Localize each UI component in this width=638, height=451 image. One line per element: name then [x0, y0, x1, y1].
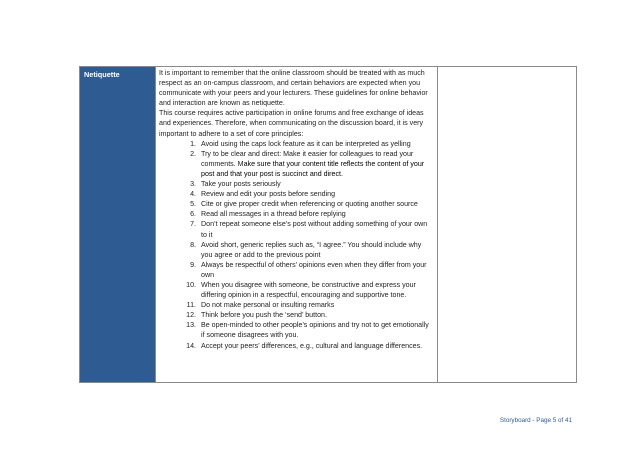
list-item [179, 149, 434, 179]
list-item [179, 179, 434, 189]
guidelines-list [159, 139, 434, 351]
list-item-text: Do not make personal or insulting remarks [201, 301, 335, 310]
list-item-text: Be open-minded to other people’s opinions and try not to get emotionally if someone disagrees with you. [201, 321, 429, 340]
list-item [179, 240, 434, 260]
list-item-emphasis: ake sure that your content title reflects the content of your post and that your post is succinct and direct. [201, 159, 425, 178]
list-item-text-wrap [201, 149, 434, 179]
table-row [80, 67, 577, 383]
list-item-text: Try to be clear and direct: Make it easier for colleagues to read your comments. M [201, 149, 414, 168]
empty-side-cell [438, 67, 577, 383]
body-paragraph: This course requires active participation in online forums and free exchange of ideas and experiences. Therefore, when communicating on the discussion board, it is very important to adhere to a set of core principles: [159, 109, 424, 138]
list-item-text: Think before you push the ‘send’ button. [201, 311, 327, 320]
list-item-text: Read all messages in a thread before replying [201, 210, 346, 219]
list-item-text: Take your posts seriously [201, 180, 281, 189]
list-item-text: When you disagree with someone, be constructive and express your differing opinion in a respectful, encouraging and supportive tone. [201, 280, 416, 300]
list-item-number: 13. [186, 321, 196, 330]
list-item-number: 7. [190, 220, 196, 229]
list-item-number: 4. [190, 190, 196, 199]
list-item-number: 3. [190, 180, 196, 189]
list-item [179, 189, 434, 199]
list-item-text: Avoid short, generic replies such as, “I agree.” You should include why you agree or add to the previous point [201, 240, 422, 259]
list-item [179, 310, 434, 320]
intro-paragraph: It is important to remember that the online classroom should be treated with as much respect as an on-campus classroom, and certain behaviors are expected when you communicate with your peers and your lecturers. These guidelines for online behavior and interaction are known as netiquette. [159, 69, 428, 108]
list-item-number: 8. [190, 240, 196, 249]
content-cell [156, 67, 438, 383]
list-item-number: 6. [190, 210, 196, 219]
list-item-number: 11. [186, 301, 196, 310]
list-item [179, 280, 434, 300]
list-item [179, 341, 434, 351]
list-item-text: Review and edit your posts before sending [201, 190, 336, 199]
list-item-number: 10. [186, 280, 196, 289]
list-item-number: 1. [190, 139, 196, 148]
list-item [179, 320, 434, 340]
section-label: Netiquette [84, 70, 120, 79]
list-item [179, 260, 434, 280]
list-item [179, 209, 434, 219]
list-item-text: Don’t repeat someone else’s post without adding something of your own to it [201, 220, 428, 239]
list-item [179, 199, 434, 209]
list-item-text: Always be respectful of others’ opinions even when they differ from your own [201, 260, 427, 279]
list-item-number: 2. [190, 149, 196, 158]
netiquette-table [79, 66, 577, 383]
list-item-number: 12. [186, 311, 196, 320]
label-cell [80, 67, 156, 383]
list-item [179, 139, 434, 149]
page-footer: Storyboard - Page 5 of 41 [499, 417, 572, 424]
list-item-text: Cite or give proper credit when referencing or quoting another source [201, 200, 418, 209]
list-item-number: 14. [186, 341, 196, 350]
list-item-text: Accept your peers’ differences, e.g., cultural and language differences. [201, 341, 423, 350]
list-item [179, 300, 434, 310]
list-item [179, 219, 434, 239]
list-item-number: 5. [190, 200, 196, 209]
list-item-number: 9. [190, 260, 196, 269]
list-item-text: Avoid using the caps lock feature as it can be interpreted as yelling [201, 139, 411, 148]
